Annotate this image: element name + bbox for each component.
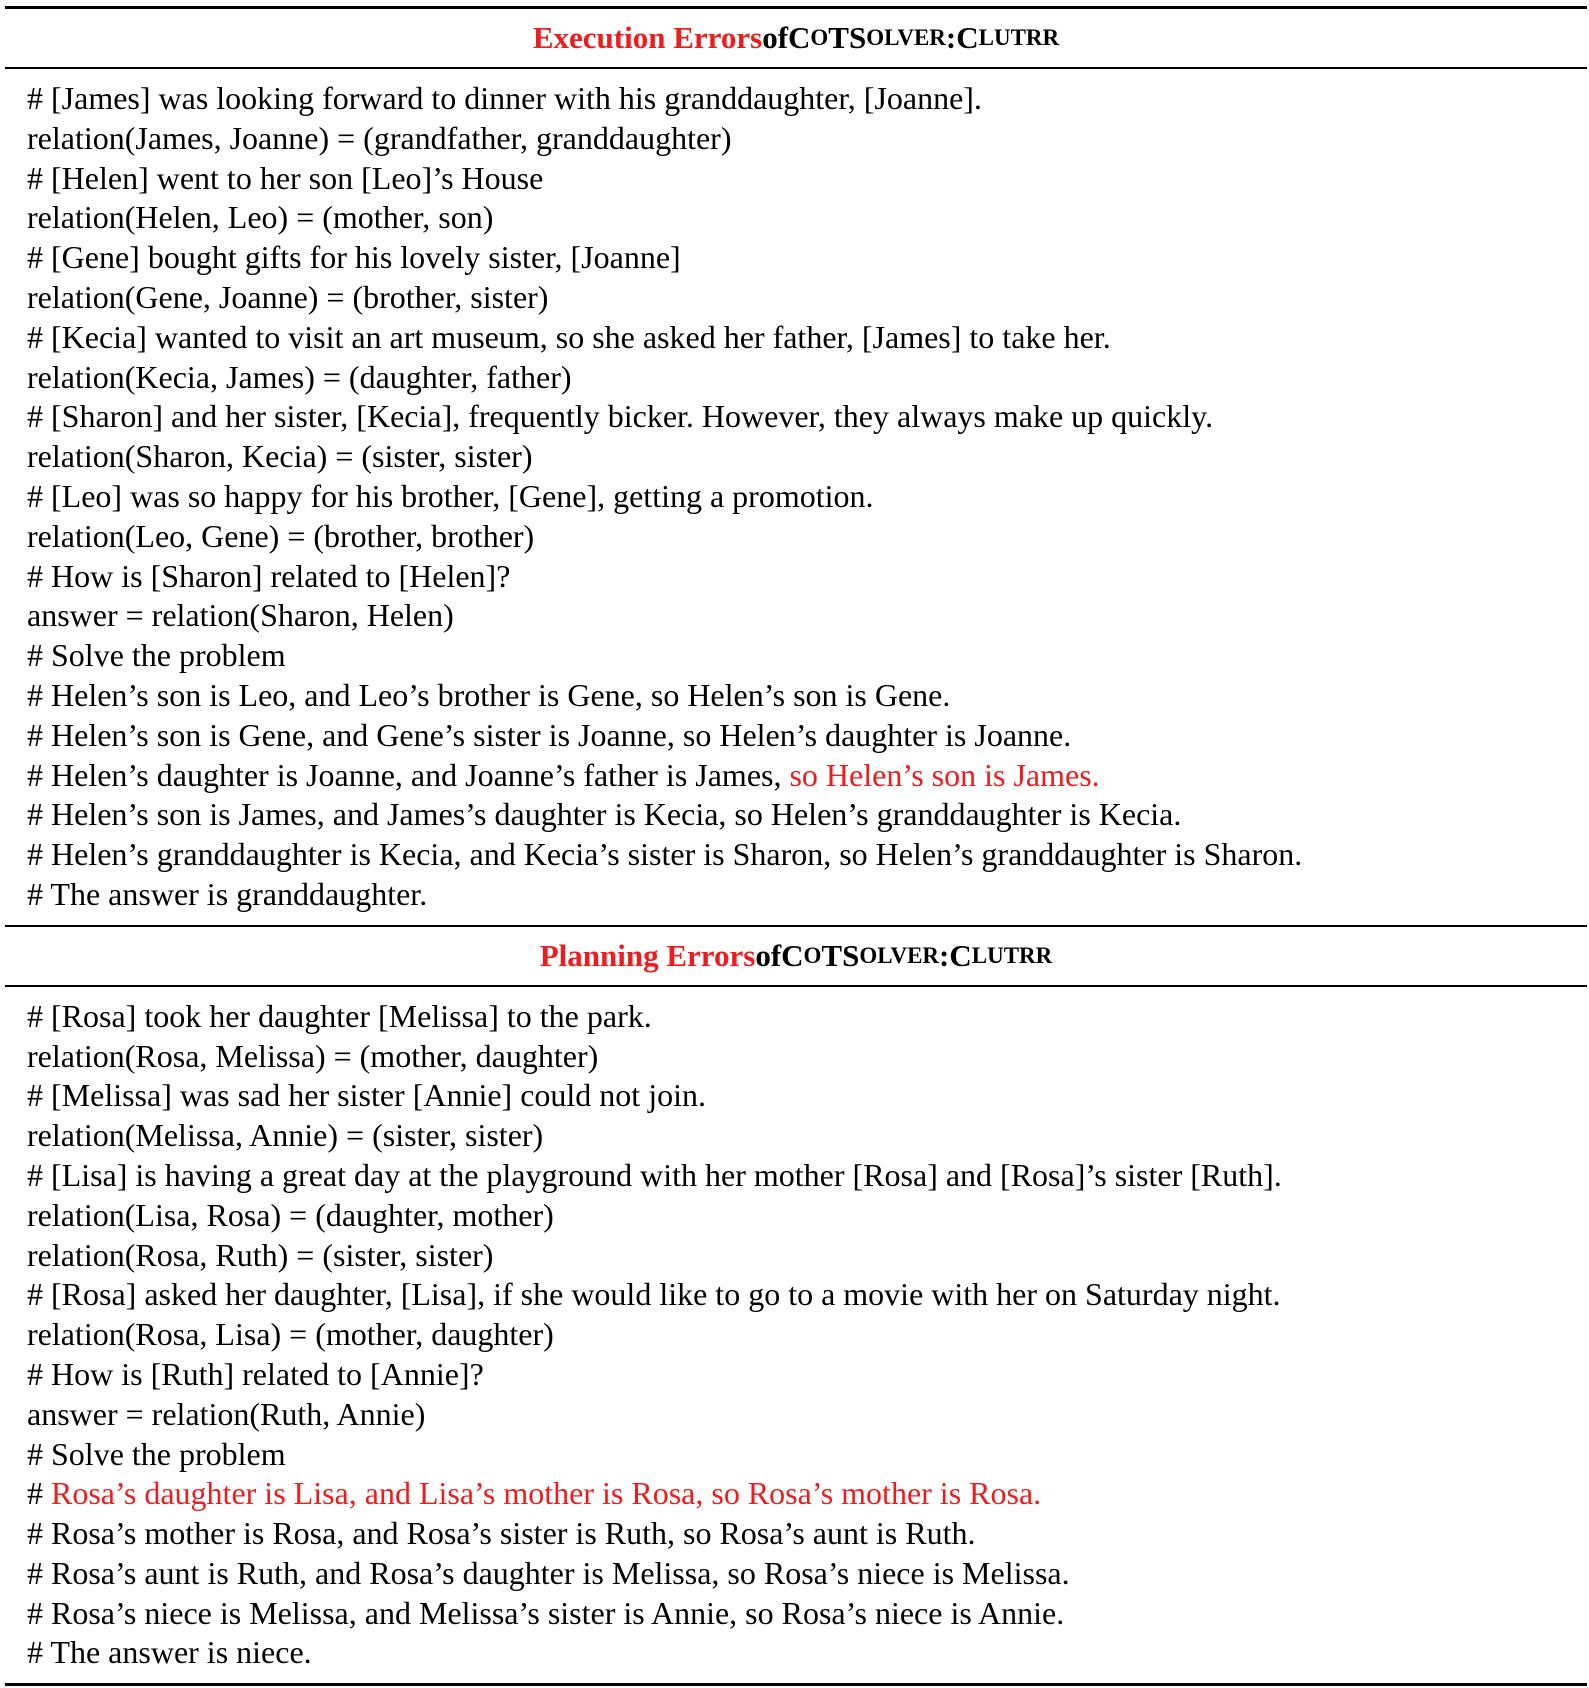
line-text: relation(Sharon, Kecia) = (sister, sister): [27, 438, 533, 475]
code-line: [27, 79, 1587, 119]
code-line: [27, 397, 1587, 437]
code-line: [27, 557, 1587, 597]
line-text: # Helen’s granddaughter is Kecia, and Kecia’s sister is Sharon, so Helen’s granddaughter is Sharon.: [27, 836, 1303, 873]
line-text: # Helen’s daughter is Joanne, and Joanne’s father is James,: [27, 756, 790, 793]
header-colon: :: [945, 20, 957, 55]
code-line: [27, 835, 1587, 875]
line-text: # The answer is granddaughter.: [27, 875, 428, 912]
code-line: [27, 1037, 1587, 1077]
code-line: [27, 1236, 1587, 1276]
code-line: [27, 1633, 1587, 1673]
line-text: # Solve the problem: [27, 1435, 286, 1472]
solver-name-part: O: [810, 25, 829, 50]
code-line: [27, 1474, 1587, 1514]
dataset-name-part: LUTRR: [971, 942, 1053, 968]
line-text: relation(Leo, Gene) = (brother, brother): [27, 517, 535, 554]
line-text: # Solve the problem: [27, 637, 286, 674]
line-text: relation(Lisa, Rosa) = (daughter, mother): [27, 1196, 554, 1233]
line-text: # Rosa’s niece is Melissa, and Melissa’s sister is Annie, so Rosa’s niece is Annie.: [27, 1594, 1065, 1631]
error-type-label: Execution Errors: [532, 20, 763, 55]
dataset-name-part: C: [949, 937, 972, 973]
code-line: [27, 1196, 1587, 1236]
section-body-execution: [5, 69, 1587, 925]
solver-name-part: OLVER: [866, 25, 946, 50]
line-text: # [Kecia] wanted to visit an art museum, so she asked her father, [James] to take her.: [27, 318, 1111, 355]
code-line: [27, 795, 1587, 835]
solver-name-part: OLVER: [859, 942, 940, 968]
code-line: [27, 676, 1587, 716]
line-text: answer = relation(Sharon, Helen): [27, 597, 454, 634]
line-text: relation(Rosa, Lisa) = (mother, daughter): [27, 1316, 554, 1353]
dataset-name-part: LUTRR: [978, 25, 1060, 50]
solver-name-part: TS: [821, 937, 860, 973]
solver-name-part: O: [803, 942, 822, 968]
line-text: # Helen’s son is James, and James’s daughter is Kecia, so Helen’s granddaughter is Kecia.: [27, 796, 1182, 833]
code-line: [27, 159, 1587, 199]
code-line: [27, 1514, 1587, 1554]
line-text: # [Rosa] took her daughter [Melissa] to the park.: [27, 997, 652, 1034]
line-text: # [James] was looking forward to dinner with his granddaughter, [Joanne].: [27, 80, 982, 116]
line-text: # [Helen] went to her son [Leo]’s House: [27, 159, 544, 196]
code-line: [27, 997, 1587, 1037]
section-header-execution: [5, 9, 1587, 67]
code-line: [27, 1275, 1587, 1315]
line-text: relation(Melissa, Annie) = (sister, sister): [27, 1117, 544, 1154]
code-line: [27, 875, 1587, 915]
line-text: relation(James, Joanne) = (grandfather, granddaughter): [27, 119, 732, 156]
bottom-rule: [5, 1683, 1587, 1686]
code-line: [27, 477, 1587, 517]
code-line: [27, 1116, 1587, 1156]
line-text: answer = relation(Ruth, Annie): [27, 1395, 426, 1432]
line-text: # Helen’s son is Leo, and Leo’s brother is Gene, so Helen’s son is Gene.: [27, 676, 951, 713]
line-text: # [Melissa] was sad her sister [Annie] could not join.: [27, 1077, 706, 1114]
line-text: # The answer is niece.: [27, 1634, 312, 1671]
code-line: [27, 1554, 1587, 1594]
code-line: [27, 517, 1587, 557]
code-line: [27, 756, 1587, 796]
code-line: [27, 1435, 1587, 1475]
section-body-planning: [5, 987, 1587, 1684]
line-text: # [Gene] bought gifts for his lovely sister, [Joanne]: [27, 239, 681, 276]
code-line: [27, 198, 1587, 238]
code-line: [27, 238, 1587, 278]
header-of: of: [762, 20, 789, 55]
code-line: [27, 1315, 1587, 1355]
code-line: [27, 1594, 1587, 1634]
code-line: [27, 596, 1587, 636]
solver-name-part: C: [788, 20, 811, 55]
line-text: # [Rosa] asked her daughter, [Lisa], if she would like to go to a movie with her on Saturday night.: [27, 1276, 1281, 1313]
code-line: [27, 119, 1587, 159]
code-line: [27, 437, 1587, 477]
line-text: #: [27, 1475, 51, 1512]
code-line: [27, 1156, 1587, 1196]
line-text: relation(Gene, Joanne) = (brother, sister): [27, 278, 549, 315]
code-line: [27, 358, 1587, 398]
solver-name-part: TS: [828, 20, 867, 55]
error-highlight: so Helen’s son is James.: [789, 756, 1100, 793]
line-text: # Rosa’s aunt is Ruth, and Rosa’s daughter is Melissa, so Rosa’s niece is Melissa.: [27, 1554, 1070, 1591]
line-text: # [Sharon] and her sister, [Kecia], frequently bicker. However, they always make up quickly.: [27, 398, 1214, 435]
header-of: of: [755, 937, 782, 973]
solver-name-part: C: [781, 937, 804, 973]
line-text: relation(Rosa, Melissa) = (mother, daughter): [27, 1037, 599, 1074]
code-line: [27, 1395, 1587, 1435]
header-colon: :: [939, 937, 950, 973]
code-line: [27, 636, 1587, 676]
section-header-planning: [5, 927, 1587, 985]
line-text: # [Lisa] is having a great day at the playground with her mother [Rosa] and [Rosa]’s sister [Ruth].: [27, 1156, 1282, 1193]
code-line: [27, 318, 1587, 358]
dataset-name-part: C: [956, 20, 979, 55]
line-text: # [Leo] was so happy for his brother, [Gene], getting a promotion.: [27, 477, 874, 514]
line-text: # Rosa’s mother is Rosa, and Rosa’s sister is Ruth, so Rosa’s aunt is Ruth.: [27, 1515, 976, 1552]
error-examples-table: [5, 6, 1587, 1686]
code-line: [27, 716, 1587, 756]
line-text: # Helen’s son is Gene, and Gene’s sister is Joanne, so Helen’s daughter is Joanne.: [27, 716, 1072, 753]
line-text: relation(Kecia, James) = (daughter, father): [27, 358, 572, 395]
line-text: # How is [Sharon] related to [Helen]?: [27, 557, 511, 594]
error-type-label: Planning Errors: [539, 937, 756, 973]
code-line: [27, 1355, 1587, 1395]
code-line: [27, 278, 1587, 318]
code-line: [27, 1076, 1587, 1116]
line-text: # How is [Ruth] related to [Annie]?: [27, 1355, 484, 1392]
line-text: relation(Helen, Leo) = (mother, son): [27, 199, 494, 236]
error-highlight: Rosa’s daughter is Lisa, and Lisa’s mother is Rosa, so Rosa’s mother is Rosa.: [51, 1475, 1042, 1512]
line-text: relation(Rosa, Ruth) = (sister, sister): [27, 1236, 494, 1273]
